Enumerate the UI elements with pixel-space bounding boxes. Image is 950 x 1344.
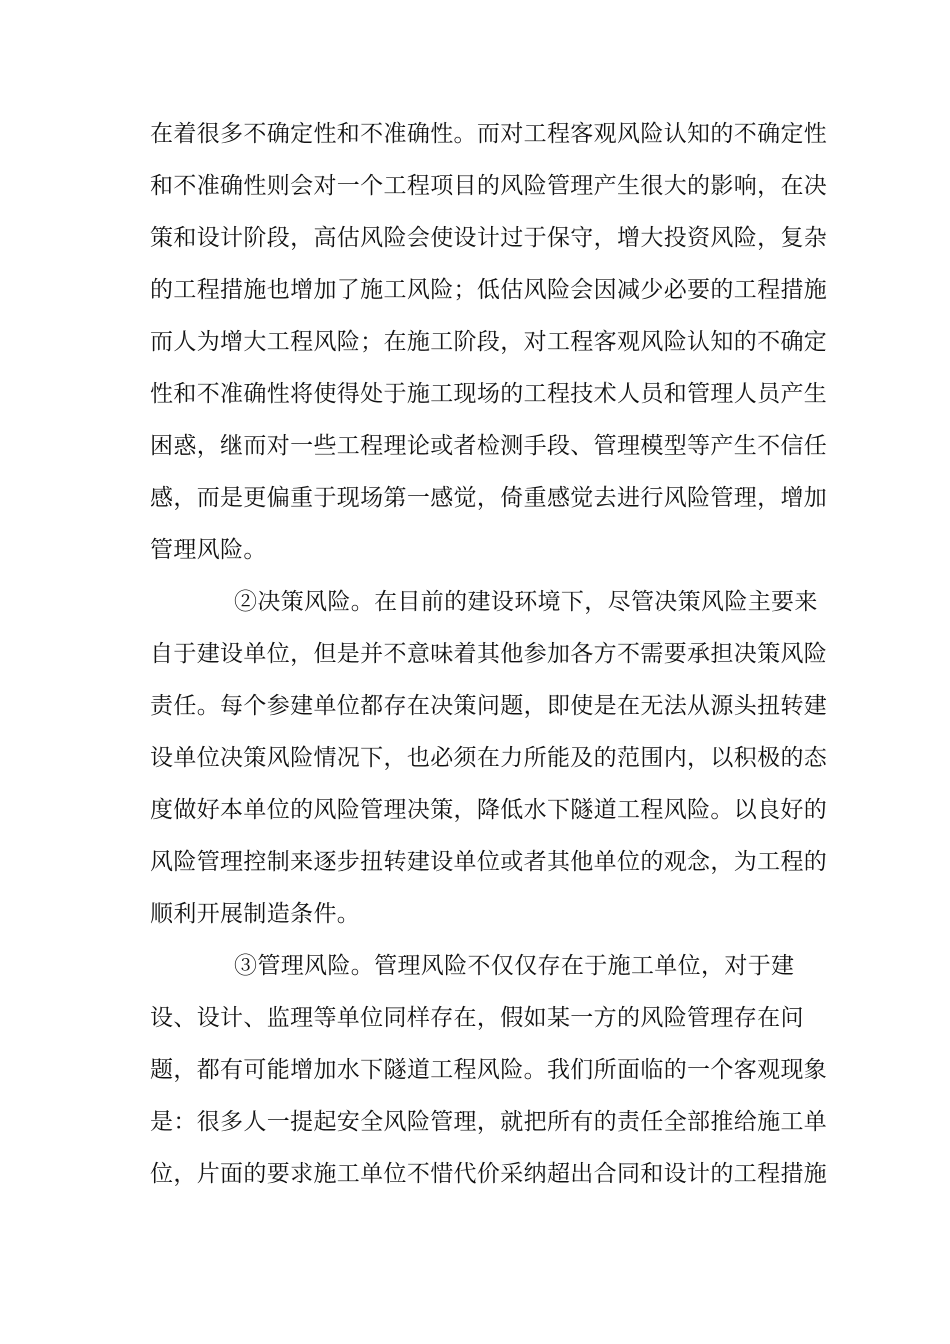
paragraph-2-line-1: ②决策风险。在目前的建设环境下，尽管决策风险主要来 <box>234 589 818 615</box>
paragraph-1-line-9: 管理风险。 <box>150 537 267 563</box>
paragraph-1-line-8: 感，而是更偏重于现场第一感觉，倚重感觉去进行风险管理，增加 <box>150 485 828 511</box>
paragraph-1-line-2: 和不准确性则会对一个工程项目的风险管理产生很大的影响，在决 <box>150 173 828 199</box>
paragraph-3-line-4: 是：很多人一提起安全风险管理，就把所有的责任全部推给施工单 <box>150 1109 828 1135</box>
paragraph-1-line-7: 困惑，继而对一些工程理论或者检测手段、管理模型等产生不信任 <box>150 433 828 459</box>
paragraph-1-line-3: 策和设计阶段，高估风险会使设计过于保守，增大投资风险，复杂 <box>150 225 828 251</box>
paragraph-3-line-2: 设、设计、监理等单位同样存在，假如某一方的风险管理存在问 <box>150 1005 804 1031</box>
paragraph-3-line-3: 题，都有可能增加水下隧道工程风险。我们所面临的一个客观现象 <box>150 1057 828 1083</box>
paragraph-2-line-5: 度做好本单位的风险管理决策，降低水下隧道工程风险。以良好的 <box>150 797 828 823</box>
paragraph-2-line-4: 设单位决策风险情况下，也必须在力所能及的范围内，以积极的态 <box>150 745 828 771</box>
paragraph-1-line-6: 性和不准确性将使得处于施工现场的工程技术人员和管理人员产生 <box>150 381 828 407</box>
paragraph-3-line-5: 位，片面的要求施工单位不惜代价采纳超出合同和设计的工程措施 <box>150 1161 828 1187</box>
paragraph-2-line-7: 顺利开展制造条件。 <box>150 901 361 927</box>
paragraph-2-line-3: 责任。每个参建单位都存在决策问题，即使是在无法从源头扭转建 <box>150 693 828 719</box>
paragraph-2-line-2: 自于建设单位，但是并不意味着其他参加各方不需要承担决策风险 <box>150 641 828 667</box>
paragraph-3-line-1: ③管理风险。管理风险不仅仅存在于施工单位，对于建 <box>234 953 795 979</box>
paragraph-1-line-5: 而人为增大工程风险；在施工阶段，对工程客观风险认知的不确定 <box>150 329 828 355</box>
paragraph-1-line-1: 在着很多不确定性和不准确性。而对工程客观风险认知的不确定性 <box>150 121 828 147</box>
paragraph-2-line-6: 风险管理控制来逐步扭转建设单位或者其他单位的观念，为工程的 <box>150 849 828 875</box>
paragraph-1-line-4: 的工程措施也增加了施工风险；低估风险会因减少必要的工程措施 <box>150 277 828 303</box>
